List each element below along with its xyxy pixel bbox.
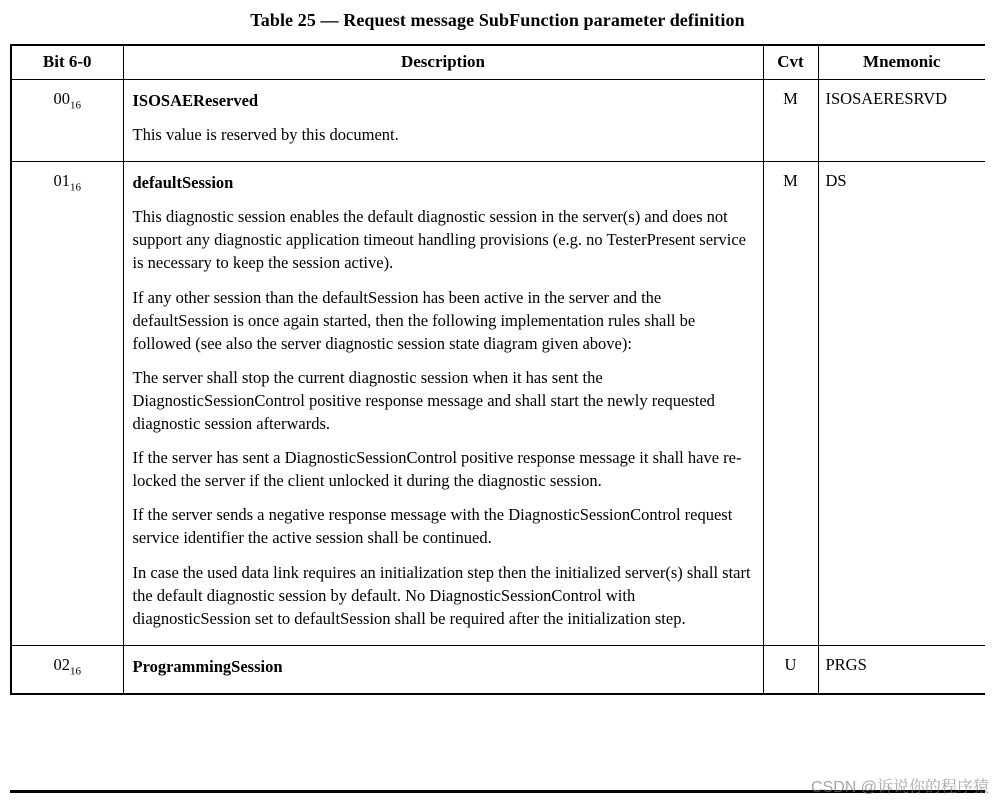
header-mnemonic: Mnemonic xyxy=(818,45,985,80)
mnemonic-value: DS xyxy=(818,162,985,646)
description-cell xyxy=(123,162,763,646)
bit-value-cell xyxy=(11,80,123,162)
watermark: CSDN @诉说你的程序猿 xyxy=(810,779,989,796)
table-row-01 xyxy=(11,162,985,646)
cvt-value: M xyxy=(763,162,818,646)
cvt-value: U xyxy=(763,645,818,694)
table-row-00 xyxy=(11,80,985,162)
bit-subscript: 16 xyxy=(70,181,81,194)
bit-subscript: 16 xyxy=(70,665,81,678)
description-cell xyxy=(123,645,763,694)
parameter-name: defaultSession xyxy=(132,173,234,193)
description-paragraph: In case the used data link requires an initialization step then the initialized server(s) shall start the default diagnostic session by default. No DiagnosticSessionControl with diagnosticSession set to defaultSession shall be required after the initialization step. xyxy=(132,562,751,628)
bit-subscript: 16 xyxy=(70,99,81,112)
description-paragraph: The server shall stop the current diagnostic session when it has sent the DiagnosticSessionControl positive response message and shall start the newly requested diagnostic session afterwards. xyxy=(132,367,715,434)
bit-value-cell xyxy=(11,645,123,694)
description-paragraph: If any other session than the defaultSession has been active in the server and the defaultSession is once again started, then the following implementation rules shall be followed (see also the server diagnostic session state diagram given above): xyxy=(132,287,696,353)
bit-value: 02 xyxy=(53,654,70,674)
bit-value: 00 xyxy=(53,89,70,108)
description-paragraph: If the server has sent a DiagnosticSessionControl positive response message it shall have re-locked the server if the client unlocked it during the diagnostic session. xyxy=(132,448,742,491)
cvt-value: M xyxy=(763,80,818,162)
description-paragraph: This value is reserved by this document. xyxy=(132,125,399,145)
bit-value: 01 xyxy=(53,171,70,191)
bit-value-cell xyxy=(11,162,123,646)
table-header-row xyxy=(11,45,985,80)
parameter-name: ProgrammingSession xyxy=(132,656,283,676)
description-cell xyxy=(123,80,763,162)
header-bit-6-0: Bit 6-0 xyxy=(11,45,123,80)
mnemonic-value: ISOSAERESRVD xyxy=(818,80,985,162)
parameter-name: ISOSAEReserved xyxy=(132,91,259,110)
mnemonic-value: PRGS xyxy=(818,645,985,694)
table-clip-region xyxy=(10,44,985,793)
description-paragraph: This diagnostic session enables the default diagnostic session in the server(s) and does not support any diagnostic application timeout handling provisions (e.g. no TesterPresent service is necessary to keep the session active). xyxy=(132,207,746,273)
table-title: Table 25 — Request message SubFunction parameter definition xyxy=(250,10,745,30)
subfunction-parameter-table xyxy=(10,44,985,695)
header-description: Description xyxy=(123,45,763,80)
header-cvt: Cvt xyxy=(763,45,818,80)
table-row-02 xyxy=(11,645,985,694)
description-paragraph: If the server sends a negative response message with the DiagnosticSessionControl request service identifier the active session shall be continued. xyxy=(132,505,733,548)
